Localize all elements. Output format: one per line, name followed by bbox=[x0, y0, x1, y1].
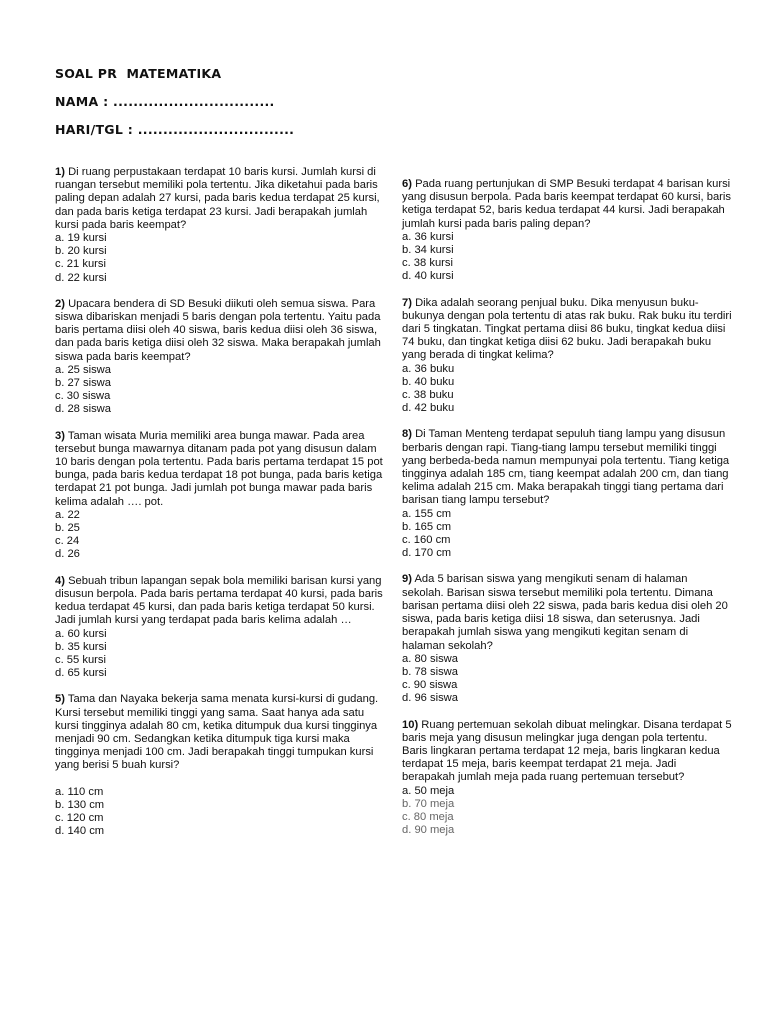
option-d: d. 40 kursi bbox=[402, 270, 454, 283]
option-b: b. 40 buku bbox=[402, 375, 455, 388]
option-list bbox=[55, 232, 385, 285]
question-2 bbox=[55, 298, 385, 417]
question-number: 5) bbox=[55, 693, 65, 706]
option-c: c. 90 siswa bbox=[402, 679, 458, 692]
question-5 bbox=[55, 693, 385, 838]
option-list bbox=[55, 509, 385, 562]
option-c: c. 24 bbox=[55, 535, 80, 548]
option-c: c. 30 siswa bbox=[55, 390, 111, 403]
option-c: c. 38 kursi bbox=[402, 257, 453, 270]
document-title: SOAL PR MATEMATIKA bbox=[55, 66, 222, 81]
question-text: Di Taman Menteng terdapat sepuluh tiang lampu yang disusun berbaris dengan rapi. Tiang-tiang lampu tersebut memiliki tinggi yang berbeda-beda namun mempunyai pola tertentu. Tiang ketiga tingginya adalah 185 cm, tiang keempat adalah 200 cm, dan tiang kelima adalah 215 cm. Maka berapakah tinggi tiang pertama dari barisan tiang lampu tersebut? bbox=[402, 428, 730, 507]
question-number: 10) bbox=[402, 718, 419, 731]
option-b: b. 130 cm bbox=[55, 798, 105, 811]
option-a: a. 110 cm bbox=[55, 785, 104, 798]
option-c: c. 38 buku bbox=[402, 389, 454, 402]
option-c: c. 120 cm bbox=[55, 811, 104, 824]
option-a: a. 36 kursi bbox=[402, 230, 454, 243]
question-number: 6) bbox=[402, 178, 412, 190]
option-d: d. 28 siswa bbox=[55, 403, 111, 416]
question-number: 8) bbox=[402, 428, 412, 441]
option-list bbox=[55, 786, 385, 839]
option-list bbox=[402, 231, 732, 284]
question-text: Dika adalah seorang penjual buku. Dika menyusun buku-bukunya dengan pola tertentu di atas rak buku. Rak buku itu terdiri dari 5 tingkatan. Tingkat pertama diisi 86 buku, tingkat kedua diisi 74 buku, dan tingkat ketiga diisi 62 buku. Jadi berapakah buku yang berada di tingkat kelima? bbox=[402, 296, 732, 362]
question-number: 9) bbox=[402, 573, 412, 586]
option-c: c. 160 cm bbox=[402, 534, 451, 547]
option-b: b. 25 bbox=[55, 522, 80, 535]
option-c: c. 21 kursi bbox=[55, 258, 106, 271]
question-10 bbox=[402, 719, 732, 838]
question-text: Di ruang perpustakaan terdapat 10 baris kursi. Jumlah kursi di ruangan tersebut memiliki pola tertentu. Jika diketahui pada baris paling depan adalah 27 kursi, pada baris kedua terdapat 25 kursi, dan pada baris ketiga terdapat 23 kursi. Jadi berapakah jumlah kursi pada baris keempat? bbox=[55, 166, 380, 231]
option-d: d. 42 buku bbox=[402, 402, 455, 415]
question-8 bbox=[402, 428, 732, 560]
option-a: a. 155 cm bbox=[402, 507, 452, 520]
option-d: d. 140 cm bbox=[55, 825, 105, 838]
document-header bbox=[55, 66, 655, 150]
option-d: d. 65 kursi bbox=[55, 667, 107, 680]
question-text: Sebuah tribun lapangan sepak bola memiliki barisan kursi yang disusun berpola. Pada baris pertama terdapat 40 kursi, pada baris kedua terdapat 45 kursi, dan pada baris ketiga terdapat 50 kursi. Jadi jumlah kursi yang terdapat pada baris kelima adalah … bbox=[55, 574, 383, 627]
option-d: d. 170 cm bbox=[402, 547, 452, 560]
option-c: c. 80 meja bbox=[402, 810, 454, 823]
option-c: c. 55 kursi bbox=[55, 653, 106, 666]
option-b: b. 27 siswa bbox=[55, 377, 111, 390]
question-text: Taman wisata Muria memiliki area bunga mawar. Pada area tersebut bunga mawarnya ditanam pada pot yang disusun dalam 10 baris dengan pola tertentu. Pada baris pertama terdapat 15 pot bunga, pada baris kedua terdapat 18 pot bunga, pada baris ketiga terdapat 21 pot bunga. Jadi jumlah pot bunga mawar pada baris kelima adalah …. pot. bbox=[55, 429, 383, 508]
question-number: 4) bbox=[55, 574, 65, 587]
question-6 bbox=[402, 178, 732, 284]
option-a: a. 80 siswa bbox=[402, 652, 458, 665]
right-question-column bbox=[402, 178, 732, 850]
question-number: 2) bbox=[55, 297, 65, 310]
question-text: Ada 5 barisan siswa yang mengikuti senam di halaman sekolah. Barisan siswa tersebut memiliki pola tertentu. Dimana barisan pertama diisi oleh 22 siswa, pada baris kedua disi oleh 20 siswa, pada baris ketiga diisi 18 siswa, dan seterusnya. Jadi berapakah jumlah siswa yang mengikuti kegitan senam di halaman sekolah? bbox=[402, 573, 728, 652]
question-text: Pada ruang pertunjukan di SMP Besuki terdapat 4 barisan kursi yang disusun berpola. Pada baris keempat terdapat 60 kursi, baris ketiga terdapat 52, baris kedua terdapat 44 kursi. Jadi berapakah jumlah kursi pada baris paling depan? bbox=[402, 178, 731, 230]
question-4 bbox=[55, 575, 385, 681]
option-a: a. 60 kursi bbox=[55, 627, 107, 640]
question-1 bbox=[55, 166, 385, 285]
question-text: Tama dan Nayaka bekerja sama menata kursi-kursi di gudang. Kursi tersebut memiliki tinggi yang sama. Saat hanya ada satu kursi tingginya adalah 80 cm, ketika ditumpuk dua kursi tingginya menjadi 90 cm. Sedangkan ketika ditumpuk tiga kursi maka tingginya menjadi 100 cm. Jadi berapakah tinggi tumpukan kursi yang berisi 5 buah kursi? bbox=[55, 693, 379, 772]
option-b: b. 34 kursi bbox=[402, 244, 454, 257]
name-field-line: NAMA : ................................ bbox=[55, 94, 275, 109]
option-b: b. 20 kursi bbox=[55, 245, 107, 258]
option-b: b. 70 meja bbox=[402, 797, 455, 810]
option-d: d. 22 kursi bbox=[55, 271, 107, 284]
date-field-line: HARI/TGL : ............................... bbox=[55, 122, 295, 137]
option-b: b. 35 kursi bbox=[55, 640, 107, 653]
option-d: d. 96 siswa bbox=[402, 692, 458, 705]
question-3 bbox=[55, 430, 385, 562]
option-d: d. 26 bbox=[55, 548, 80, 561]
question-text: Upacara bendera di SD Besuki diikuti oleh semua siswa. Para siswa dibariskan menjadi 5 baris dengan pola tertentu. Yaitu pada baris pertama diisi oleh 40 siswa, baris kedua diisi oleh 36 siswa, dan pada baris ketiga diisi oleh 32 siswa. Maka berapakah jumlah siswa pada baris keempat? bbox=[55, 297, 381, 363]
option-a: a. 36 buku bbox=[402, 362, 455, 375]
question-text: Ruang pertemuan sekolah dibuat melingkar. Disana terdapat 5 baris meja yang disusun melingkar juga dengan pola tertentu. Baris lingkaran pertama terdapat 12 meja, baris lingkaran kedua terdapat 15 meja, baris keempat terdapat 21 meja. Jadi berapakah jumlah meja pada ruang pertemuan tersebut? bbox=[402, 718, 732, 784]
option-list bbox=[402, 785, 732, 838]
question-9 bbox=[402, 573, 732, 705]
option-list bbox=[402, 508, 732, 561]
option-list bbox=[55, 364, 385, 417]
option-b: b. 165 cm bbox=[402, 520, 452, 533]
option-a: a. 22 bbox=[55, 508, 80, 521]
option-a: a. 19 kursi bbox=[55, 232, 107, 245]
option-list bbox=[402, 653, 732, 706]
question-number: 3) bbox=[55, 429, 65, 442]
question-number: 7) bbox=[402, 296, 412, 309]
option-list bbox=[55, 628, 385, 681]
option-a: a. 50 meja bbox=[402, 784, 455, 797]
option-b: b. 78 siswa bbox=[402, 665, 458, 678]
left-question-column bbox=[55, 166, 385, 851]
question-7 bbox=[402, 297, 732, 416]
option-d: d. 90 meja bbox=[402, 824, 455, 837]
option-list bbox=[402, 363, 732, 416]
question-number: 1) bbox=[55, 166, 65, 178]
option-a: a. 25 siswa bbox=[55, 363, 111, 376]
